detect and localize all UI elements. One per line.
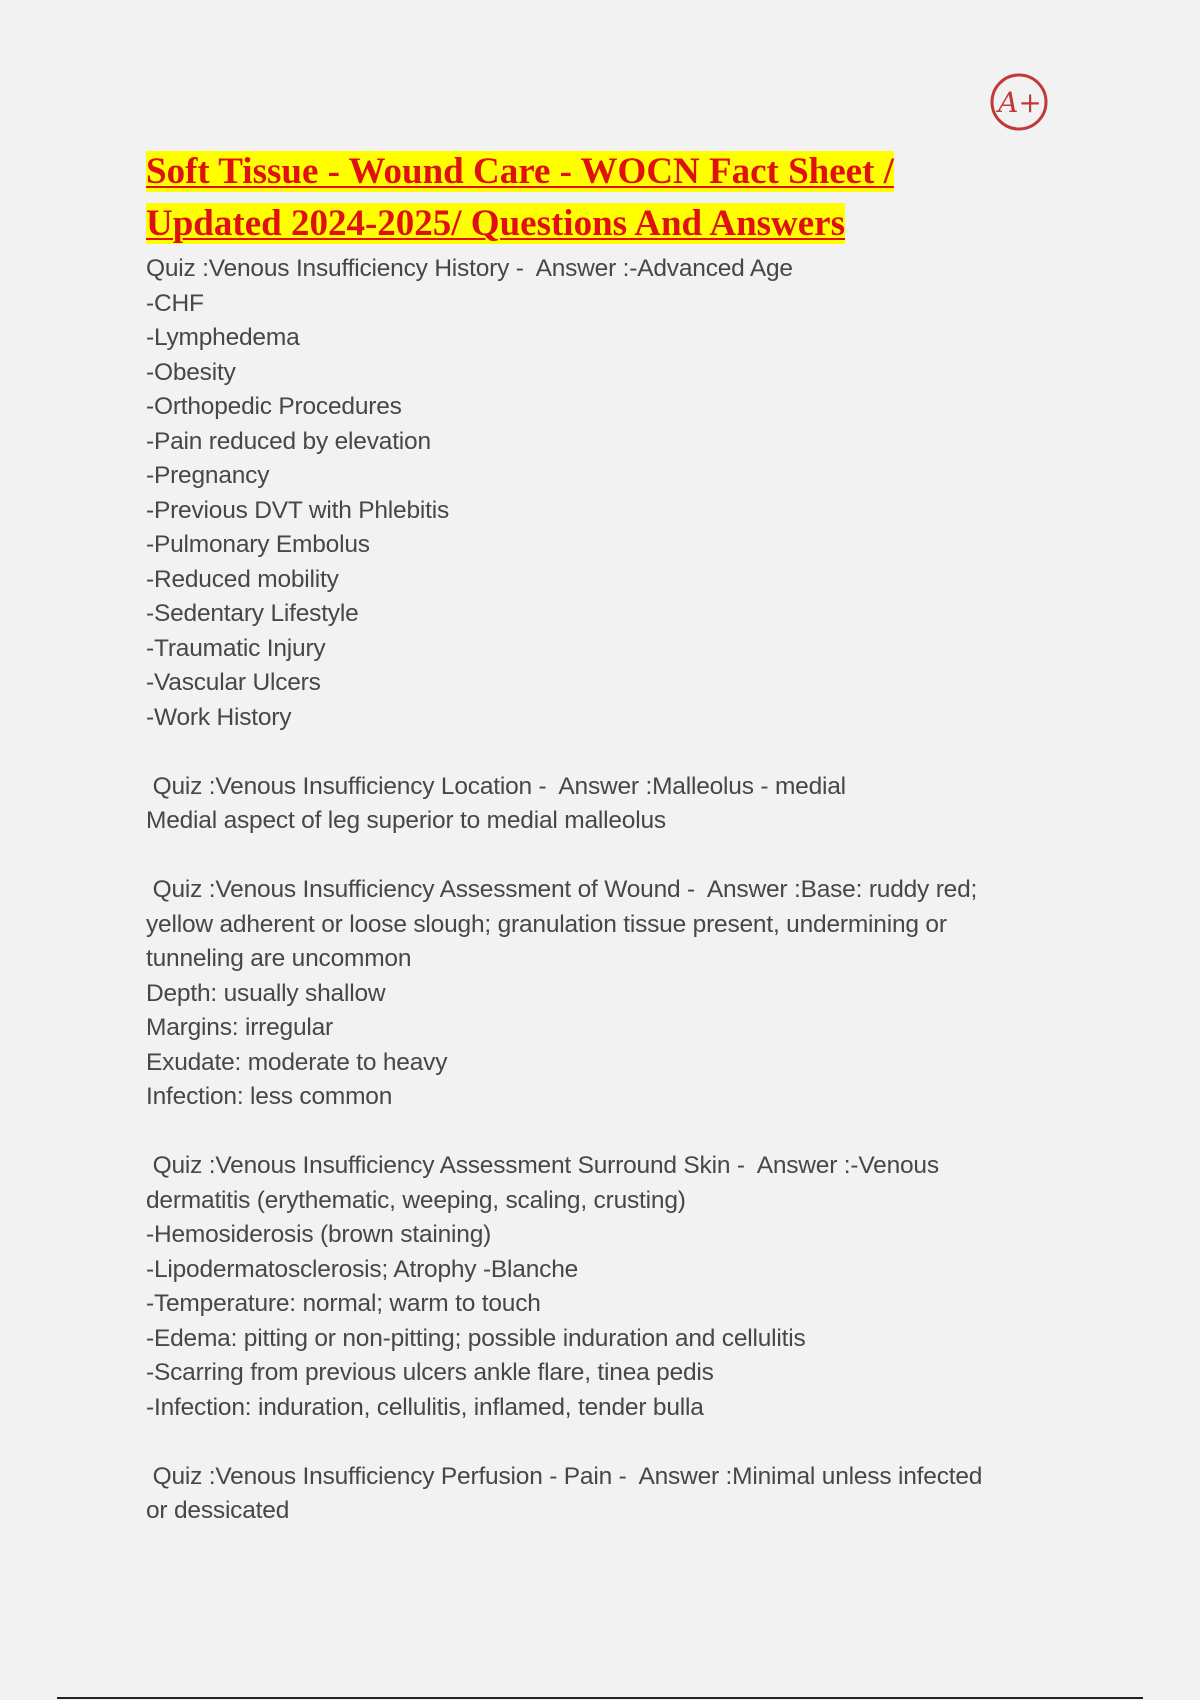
qa-line: dermatitis (erythematic, weeping, scaling, crusting): [146, 1186, 686, 1214]
qa-line: Quiz :Venous Insufficiency Assessment Surround Skin - Answer :-Venous: [146, 1152, 939, 1179]
title-line-1: Soft Tissue - Wound Care - WOCN Fact Sheet /: [146, 151, 894, 192]
qa-line: -Orthopedic Procedures: [146, 393, 402, 420]
qa-line: Margins: irregular: [146, 1014, 334, 1041]
qa-line: Quiz :Venous Insufficiency Location - Answer :Malleolus - medial: [146, 772, 846, 800]
qa-line: -Reduced mobility: [146, 565, 339, 593]
qa-line: or dessicated: [146, 1497, 290, 1524]
a-plus-grade-icon: [989, 72, 1049, 132]
qa-item-surround-skin: [146, 1149, 1046, 1425]
qa-line: -Infection: induration, cellulitis, inflamed, tender bulla: [146, 1393, 704, 1421]
document-title: [146, 146, 1046, 250]
qa-line: -Traumatic Injury: [146, 634, 326, 662]
qa-line: -Pulmonary Embolus: [146, 531, 370, 558]
qa-line: -Pain reduced by elevation: [146, 427, 431, 455]
qa-item-wound-assessment: [146, 873, 1046, 1115]
qa-line: -CHF: [146, 289, 204, 317]
qa-line: -Sedentary Lifestyle: [146, 600, 359, 627]
qa-item-location: [146, 770, 1046, 839]
qa-line: -Obesity: [146, 358, 236, 386]
qa-line: -Vascular Ulcers: [146, 669, 321, 696]
qa-line: -Scarring from previous ulcers ankle flare, tinea pedis: [146, 1359, 714, 1386]
qa-item-perfusion-pain: [146, 1460, 1046, 1529]
qa-item-history: [146, 252, 1046, 735]
grade-badge-text: A+: [998, 86, 1042, 119]
qa-line: Infection: less common: [146, 1083, 393, 1110]
qa-line: yellow adherent or loose slough; granulation tissue present, undermining or: [146, 910, 947, 938]
qa-line: -Edema: pitting or non-pitting; possible induration and cellulitis: [146, 1324, 806, 1352]
qa-line: Quiz :Venous Insufficiency Perfusion - Pain - Answer :Minimal unless infected: [146, 1462, 983, 1490]
qa-line: -Lipodermatosclerosis; Atrophy -Blanche: [146, 1255, 579, 1283]
title-line-2: Updated 2024-2025/ Questions And Answers: [146, 203, 846, 244]
qa-line: -Hemosiderosis (brown staining): [146, 1221, 492, 1248]
page-bottom-rule: [57, 1697, 1143, 1699]
qa-line: -Lymphedema: [146, 324, 300, 351]
qa-line: -Work History: [146, 703, 292, 731]
qa-line: -Pregnancy: [146, 462, 270, 489]
qa-line: Depth: usually shallow: [146, 979, 386, 1007]
qa-line: -Previous DVT with Phlebitis: [146, 496, 450, 524]
qa-line: Quiz :Venous Insufficiency Assessment of Wound - Answer :Base: ruddy red;: [146, 876, 978, 903]
qa-line: Medial aspect of leg superior to medial malleolus: [146, 807, 666, 834]
qa-line: Exudate: moderate to heavy: [146, 1048, 448, 1076]
qa-line: -Temperature: normal; warm to touch: [146, 1290, 541, 1317]
qa-content: [146, 252, 1046, 1529]
qa-line: Quiz :Venous Insufficiency History - Answer :-Advanced Age: [146, 255, 793, 282]
qa-line: tunneling are uncommon: [146, 945, 412, 972]
